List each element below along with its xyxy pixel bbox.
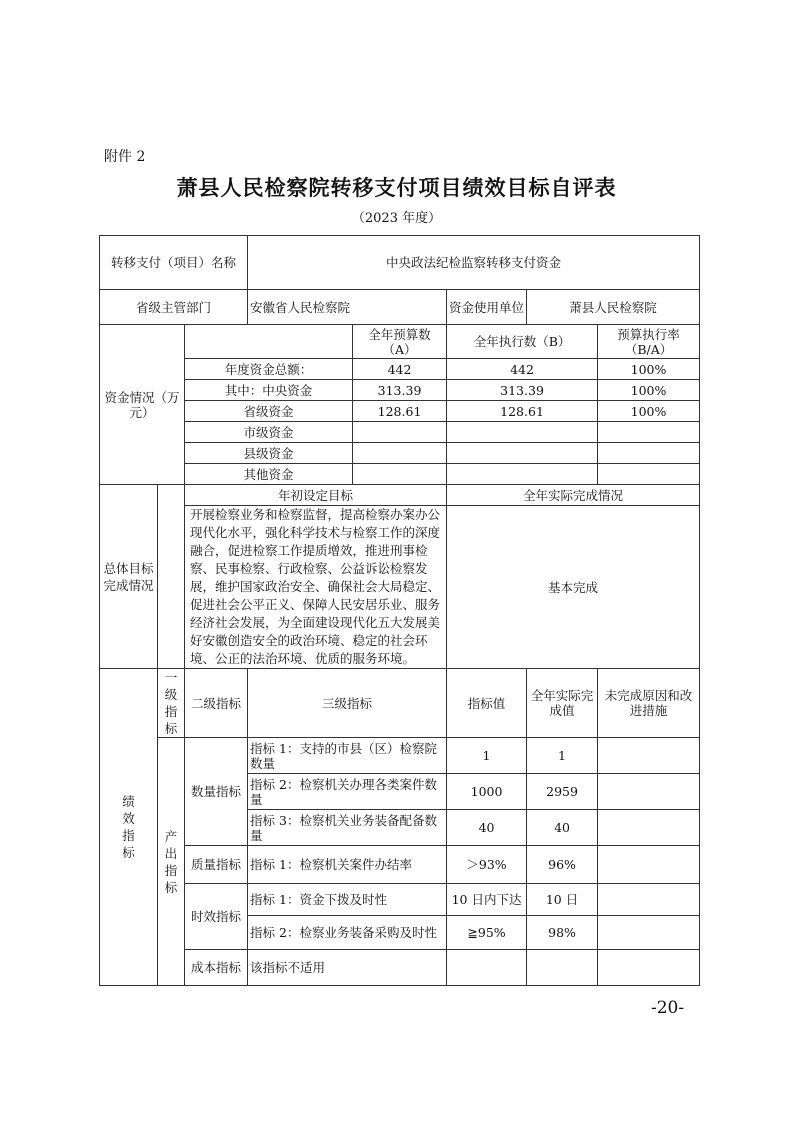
funds-row-executed [447, 464, 598, 485]
indicator-target: 40 [447, 810, 527, 846]
goals-done-header: 全年实际完成情况 [447, 485, 700, 506]
cost-indicator-label: 成本指标 [185, 950, 248, 986]
indicator-actual: 10 日 [527, 884, 598, 916]
funds-row-executed: 128.61 [447, 401, 598, 422]
funds-row-name: 市级资金 [185, 422, 353, 443]
level1-header: 一级指标 [158, 669, 185, 738]
quality-indicator-label: 质量指标 [185, 846, 248, 884]
funds-blank-header [185, 325, 353, 359]
indicator-target: 1 [447, 738, 527, 774]
goals-label: 总体目标完成情况 [100, 485, 158, 669]
indicator-target [447, 950, 527, 986]
indicator-name: 指标 1：资金下拨及时性 [248, 884, 447, 916]
indicator-actual: 1 [527, 738, 598, 774]
funds-row-name: 县级资金 [185, 443, 353, 464]
indicator-reason [598, 810, 700, 846]
funds-row-rate [598, 443, 700, 464]
indicator-reason [598, 950, 700, 986]
indicator-name: 指标 2：检察机关办理各类案件数量 [248, 774, 447, 810]
indicator-reason [598, 738, 700, 774]
reason-header: 未完成原因和改进措施 [598, 669, 700, 738]
indicator-reason [598, 884, 700, 916]
funds-label: 资金情况（万元） [100, 325, 185, 485]
indicator-reason [598, 846, 700, 884]
indicator-target: 10 日内下达 [447, 884, 527, 916]
indicators-label: 绩效指标 [100, 669, 158, 986]
indicator-target: ＞93% [447, 846, 527, 884]
indicator-target: 1000 [447, 774, 527, 810]
indicator-reason [598, 916, 700, 950]
funds-row-budget: 442 [353, 359, 447, 380]
attachment-label: 附件 2 [104, 149, 146, 165]
page-title: 萧县人民检察院转移支付项目绩效目标自评表 [176, 175, 617, 200]
timeliness-indicator-label: 时效指标 [185, 884, 248, 950]
funds-row-name: 其中：中央资金 [185, 380, 353, 401]
funds-row-name: 其他资金 [185, 464, 353, 485]
indicator-actual: 2959 [527, 774, 598, 810]
fund-unit-value: 萧县人民检察院 [527, 290, 700, 325]
funds-row-budget: 313.39 [353, 380, 447, 401]
goals-set-header: 年初设定目标 [185, 485, 447, 506]
indicator-name: 指标 3：检察机关业务装备配备数量 [248, 810, 447, 846]
funds-row-name: 省级资金 [185, 401, 353, 422]
fund-unit-label: 资金使用单位 [447, 290, 527, 325]
goals-spacer [158, 485, 185, 669]
funds-rate-header: 预算执行率（B/A） [598, 325, 700, 359]
indicator-name: 指标 1：检察机关案件办结率 [248, 846, 447, 884]
funds-row-rate [598, 464, 700, 485]
self-evaluation-table [99, 235, 700, 986]
funds-row-rate: 100% [598, 359, 700, 380]
funds-row-executed [447, 443, 598, 464]
funds-executed-header: 全年执行数（B） [447, 325, 598, 359]
goals-set-text: 开展检察业务和检察监督，提高检察办案办公现代化水平，强化科学技术与检察工作的深度融合，促进检察工作提质增效，推进刑事检察、民事检察、行政检察、公益诉讼检察发展，维护国家政治安全、确保社会大局稳定、促进社会公平正义、保障人民安居乐业、服务经济社会发展，为全面建设现代化五大发展美好安徽创造安全的政治环境、稳定的社会环境、公正的法治环境、优质的服务环境。 [185, 506, 447, 669]
funds-row-rate: 100% [598, 380, 700, 401]
indicator-name: 该指标不适用 [248, 950, 447, 986]
funds-row-rate [598, 422, 700, 443]
indicator-reason [598, 774, 700, 810]
funds-row-executed: 442 [447, 359, 598, 380]
funds-row-name: 年度资金总额： [185, 359, 353, 380]
goals-done-text: 基本完成 [447, 506, 700, 669]
indicator-name: 指标 1：支持的市县（区）检察院数量 [248, 738, 447, 774]
project-name-value: 中央政法纪检监察转移支付资金 [248, 236, 700, 290]
level3-header: 三级指标 [248, 669, 447, 738]
department-value: 安徽省人民检察院 [248, 290, 447, 325]
funds-row-budget [353, 443, 447, 464]
department-label: 省级主管部门 [100, 290, 248, 325]
funds-row-executed [447, 422, 598, 443]
actual-header: 全年实际完成值 [527, 669, 598, 738]
funds-row-budget: 128.61 [353, 401, 447, 422]
page-number: -20- [651, 998, 685, 1018]
funds-budget-header: 全年预算数（A） [353, 325, 447, 359]
project-name-label: 转移支付（项目）名称 [100, 236, 248, 290]
year-label: （2023 年度） [351, 211, 442, 226]
funds-row-executed: 313.39 [447, 380, 598, 401]
indicator-actual [527, 950, 598, 986]
funds-row-budget [353, 422, 447, 443]
level2-header: 二级指标 [185, 669, 248, 738]
indicator-actual: 96% [527, 846, 598, 884]
target-header: 指标值 [447, 669, 527, 738]
indicator-target: ≧95% [447, 916, 527, 950]
funds-row-rate: 100% [598, 401, 700, 422]
indicator-actual: 40 [527, 810, 598, 846]
funds-row-budget [353, 464, 447, 485]
output-indicator-label: 产出指标 [158, 738, 185, 986]
indicator-actual: 98% [527, 916, 598, 950]
quantity-indicator-label: 数量指标 [185, 738, 248, 846]
indicator-name: 指标 2：检察业务装备采购及时性 [248, 916, 447, 950]
